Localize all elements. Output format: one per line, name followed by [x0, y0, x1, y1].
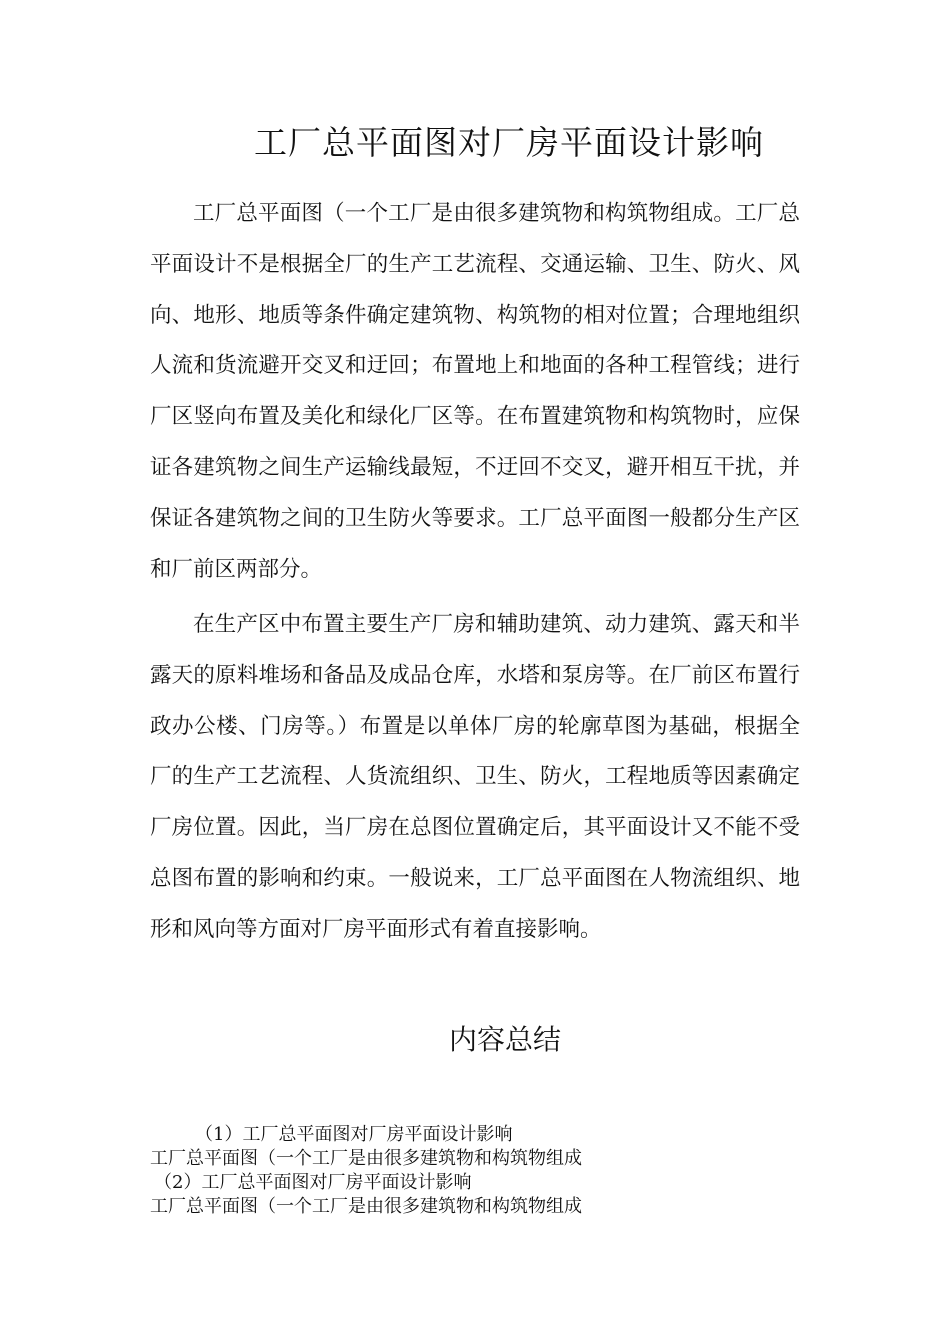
- summary-item-2-text: 工厂总平面图（一个工厂是由很多建筑物和构筑物组成: [150, 1196, 582, 1217]
- summary-heading: 内容总结: [448, 1023, 561, 1056]
- summary-list: [150, 1123, 850, 1219]
- document-title: 工厂总平面图对厂房平面设计影响: [254, 123, 764, 162]
- summary-item-2-heading: （2）工厂总平面图对厂房平面设计影响: [154, 1172, 472, 1193]
- body-paragraph-2: 在生产区中布置主要生产厂房和辅助建筑、动力建筑、露天和半露天的原料堆场和备品及成品仓库，水塔和泵房等。在厂前区布置行政办公楼、门房等。）布置是以单体厂房的轮廓草图为基础，根据全厂的生产工艺流程、人货流组织、卫生、防火，工程地质等因素确定厂房位置。因此，当厂房在总图位置确定后，其平面设计又不能不受总图布置的影响和约束。一般说来，工厂总平面图在人物流组织、地形和风向等方面对厂房平面形式有着直接影响。: [150, 612, 800, 942]
- body-paragraph-1: 工厂总平面图（一个工厂是由很多建筑物和构筑物组成。工厂总平面设计不是根据全厂的生产工艺流程、交通运输、卫生、防火、风向、地形、地质等条件确定建筑物、构筑物的相对位置；合理地组织人流和货流避开交叉和迂回；布置地上和地面的各种工程管线；进行厂区竖向布置及美化和绿化厂区等。在布置建筑物和构筑物时，应保证各建筑物之间生产运输线最短，不迂回不交叉，避开相互干扰，并保证各建筑物之间的卫生防火等要求。工厂总平面图一般都分生产区和厂前区两部分。: [150, 201, 800, 582]
- summary-item-1-text: 工厂总平面图（一个工厂是由很多建筑物和构筑物组成: [150, 1148, 582, 1169]
- summary-item-1-heading: （1）工厂总平面图对厂房平面设计影响: [195, 1124, 513, 1145]
